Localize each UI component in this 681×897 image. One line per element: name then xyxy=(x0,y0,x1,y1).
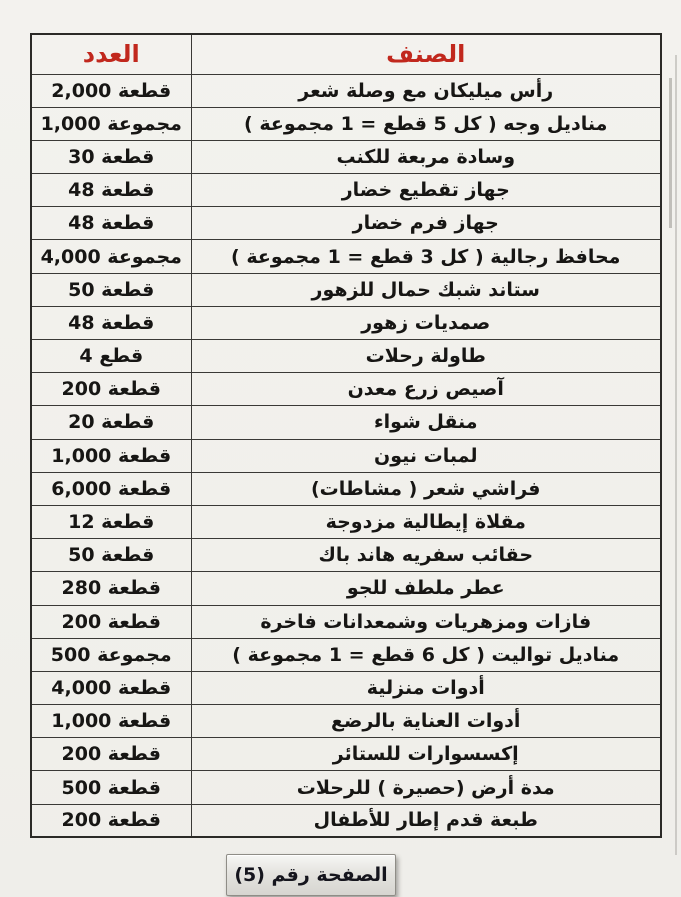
item-name-cell: رأس ميليكان مع وصلة شعر xyxy=(191,74,661,107)
inventory-table xyxy=(30,33,662,838)
table-row xyxy=(31,572,661,605)
table-row xyxy=(31,406,661,439)
item-name-cell: أدوات العناية بالرضع xyxy=(191,705,661,738)
table-row xyxy=(31,373,661,406)
quantity-cell: 2,000 قطعة xyxy=(31,74,191,107)
table-row xyxy=(31,472,661,505)
quantity-cell: 1,000 مجموعة xyxy=(31,107,191,140)
item-name-cell: حقائب سفريه هاند باك xyxy=(191,539,661,572)
item-name-cell: منقل شواء xyxy=(191,406,661,439)
item-name-cell: طبعة قدم إطار للأطفال xyxy=(191,804,661,837)
item-name-cell: وسادة مربعة للكنب xyxy=(191,140,661,173)
table-row xyxy=(31,207,661,240)
table-row xyxy=(31,638,661,671)
item-name-cell: مقلاة إيطالية مزدوجة xyxy=(191,505,661,538)
table-row xyxy=(31,306,661,339)
scan-edge-artifact xyxy=(675,55,677,855)
table-row xyxy=(31,174,661,207)
quantity-cell: 4,000 قطعة xyxy=(31,671,191,704)
item-name-cell: صمديات زهور xyxy=(191,306,661,339)
quantity-cell: 200 قطعة xyxy=(31,738,191,771)
scan-edge-artifact xyxy=(669,78,672,228)
table-row xyxy=(31,74,661,107)
table-row xyxy=(31,439,661,472)
table-row xyxy=(31,240,661,273)
quantity-cell: 48 قطعة xyxy=(31,174,191,207)
page-number-badge xyxy=(226,854,396,896)
quantity-cell: 48 قطعة xyxy=(31,207,191,240)
quantity-cell: 200 قطعة xyxy=(31,373,191,406)
item-name-cell: محافظ رجالية ( كل 3 قطع = 1 مجموعة ) xyxy=(191,240,661,273)
quantity-cell: 4 قطع xyxy=(31,340,191,373)
quantity-cell: 50 قطعة xyxy=(31,273,191,306)
item-name-cell: مدة أرض (حصيرة ) للرحلات xyxy=(191,771,661,804)
table-row xyxy=(31,273,661,306)
quantity-cell: 500 مجموعة xyxy=(31,638,191,671)
quantity-cell: 20 قطعة xyxy=(31,406,191,439)
quantity-cell: 1,000 قطعة xyxy=(31,705,191,738)
table-row xyxy=(31,505,661,538)
item-name-cell: جهاز فرم خضار xyxy=(191,207,661,240)
table-row xyxy=(31,140,661,173)
item-name-cell: لمبات نيون xyxy=(191,439,661,472)
page-number-label: الصفحة رقم (5) xyxy=(234,864,388,886)
quantity-cell: 48 قطعة xyxy=(31,306,191,339)
table-row xyxy=(31,107,661,140)
table-header-row xyxy=(31,34,661,74)
item-name-cell: طاولة رحلات xyxy=(191,340,661,373)
quantity-cell: 4,000 مجموعة xyxy=(31,240,191,273)
table-row xyxy=(31,539,661,572)
quantity-cell: 200 قطعة xyxy=(31,804,191,837)
item-name-cell: مناديل تواليت ( كل 6 قطع = 1 مجموعة ) xyxy=(191,638,661,671)
quantity-cell: 30 قطعة xyxy=(31,140,191,173)
table-row xyxy=(31,605,661,638)
quantity-cell: 200 قطعة xyxy=(31,605,191,638)
table-row xyxy=(31,671,661,704)
item-name-cell: أدوات منزلية xyxy=(191,671,661,704)
item-name-cell: عطر ملطف للجو xyxy=(191,572,661,605)
item-name-cell: إكسسوارات للستائر xyxy=(191,738,661,771)
item-name-cell: فازات ومزهريات وشمعدانات فاخرة xyxy=(191,605,661,638)
item-name-cell: ستاند شبك حمال للزهور xyxy=(191,273,661,306)
quantity-cell: 1,000 قطعة xyxy=(31,439,191,472)
item-name-cell: آصيص زرع معدن xyxy=(191,373,661,406)
table-row xyxy=(31,771,661,804)
item-name-cell: جهاز تقطيع خضار xyxy=(191,174,661,207)
quantity-cell: 500 قطعة xyxy=(31,771,191,804)
table-row xyxy=(31,738,661,771)
item-name-cell: فراشي شعر ( مشاطات) xyxy=(191,472,661,505)
quantity-cell: 50 قطعة xyxy=(31,539,191,572)
item-name-cell: مناديل وجه ( كل 5 قطع = 1 مجموعة ) xyxy=(191,107,661,140)
quantity-cell: 12 قطعة xyxy=(31,505,191,538)
quantity-cell: 6,000 قطعة xyxy=(31,472,191,505)
column-header-item: الصنف xyxy=(191,34,661,74)
table-row xyxy=(31,705,661,738)
column-header-quantity: العدد xyxy=(31,34,191,74)
quantity-cell: 280 قطعة xyxy=(31,572,191,605)
table-row xyxy=(31,340,661,373)
table-row xyxy=(31,804,661,837)
